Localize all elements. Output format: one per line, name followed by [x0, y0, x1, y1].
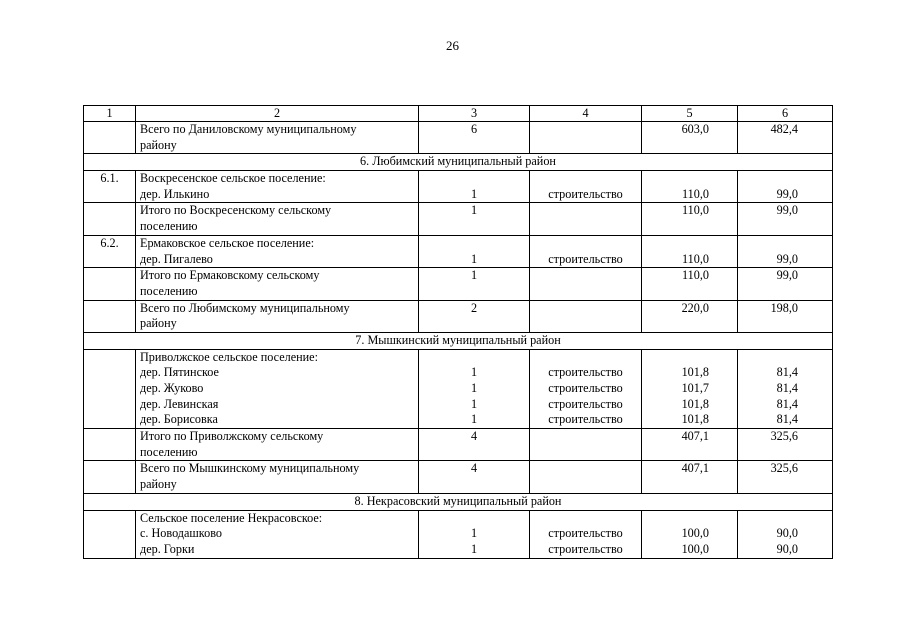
cell-line: [534, 219, 637, 235]
cell-c4: [530, 235, 642, 267]
cell-line: [423, 511, 525, 527]
cell-c6: [738, 122, 833, 154]
cell-line: [534, 171, 637, 187]
cell-c5: [642, 235, 738, 267]
cell-line: Воскресенское сельское поселение:: [140, 171, 326, 186]
table-row: [84, 349, 833, 428]
cell-line: [742, 138, 798, 154]
cell-line: 90,0: [776, 526, 798, 541]
cell-line: району: [140, 477, 177, 492]
cell-line: 220,0: [681, 300, 709, 315]
section-title: 6. Любимский муниципальный район: [84, 154, 833, 171]
cell-line: Итого по Ермаковскому сельскому: [140, 268, 320, 283]
cell-line: [423, 138, 525, 154]
cell-line: 81,4: [776, 365, 798, 380]
cell-line: Приволжское сельское поселение:: [140, 349, 318, 364]
cell-line: району: [140, 316, 177, 331]
cell-c5: [642, 349, 738, 428]
cell-line: [423, 219, 525, 235]
cell-line: [423, 236, 525, 252]
cell-line: 101,7: [681, 381, 709, 396]
cell-line: [534, 429, 637, 445]
cell-line: дер. Пятинское: [140, 365, 219, 380]
cell-line: 1: [470, 186, 478, 201]
cell-line: дер. Борисовка: [140, 412, 218, 427]
cell-line: 4: [470, 429, 478, 444]
cell-line: Всего по Любимскому муниципальному: [140, 300, 350, 315]
cell-c3: [419, 171, 530, 203]
cell-line: дер. Горки: [140, 541, 195, 556]
cell-c1: [84, 300, 136, 332]
cell-line: [423, 171, 525, 187]
cell-line: [423, 316, 525, 332]
cell-line: [423, 477, 525, 493]
column-number-2: 2: [136, 106, 419, 122]
cell-line: 1: [470, 526, 478, 541]
cell-line: 110,0: [682, 268, 709, 283]
table-header-row: [84, 106, 833, 122]
cell-line: [646, 477, 709, 493]
cell-line: 1: [470, 412, 478, 427]
cell-c6: [738, 510, 833, 558]
cell-line: 6: [470, 122, 478, 136]
cell-line: 325,6: [770, 461, 798, 476]
cell-line: [534, 236, 637, 252]
cell-line: поселению: [140, 219, 198, 234]
cell-line: 99,0: [776, 251, 798, 266]
cell-line: [88, 461, 131, 477]
cell-c6: [738, 300, 833, 332]
cell-line: [742, 236, 798, 252]
cell-c2: [136, 349, 419, 428]
cell-line: 101,8: [681, 412, 709, 427]
cell-line: [646, 316, 709, 332]
cell-c5: [642, 171, 738, 203]
cell-line: 4: [470, 461, 478, 476]
cell-c2: [136, 235, 419, 267]
cell-line: [646, 445, 709, 461]
cell-c3: [419, 510, 530, 558]
cell-line: строительство: [548, 365, 623, 380]
cell-line: [742, 219, 798, 235]
cell-c5: [642, 429, 738, 461]
table-row: [84, 171, 833, 203]
cell-c3: [419, 461, 530, 493]
cell-line: Ермаковское сельское поселение:: [140, 235, 315, 250]
cell-line: [742, 316, 798, 332]
cell-c1: [84, 171, 136, 203]
cell-c4: [530, 122, 642, 154]
cell-line: 407,1: [681, 429, 709, 444]
cell-line: поселению: [140, 444, 198, 459]
cell-line: 407,1: [681, 461, 709, 476]
cell-line: 81,4: [776, 381, 798, 396]
cell-line: 325,6: [770, 429, 798, 444]
cell-c5: [642, 300, 738, 332]
cell-c5: [642, 268, 738, 300]
cell-c5: [642, 122, 738, 154]
cell-c1: [84, 268, 136, 300]
cell-c3: [419, 122, 530, 154]
cell-c1: [84, 461, 136, 493]
cell-c5: [642, 461, 738, 493]
cell-c3: [419, 429, 530, 461]
cell-line: [88, 122, 131, 138]
cell-line: [88, 429, 131, 445]
column-number-4: 4: [530, 106, 642, 122]
cell-c2: [136, 461, 419, 493]
cell-line: 1: [470, 251, 478, 266]
cell-c6: [738, 171, 833, 203]
cell-c4: [530, 429, 642, 461]
cell-line: 90,0: [776, 541, 798, 556]
cell-line: [534, 461, 637, 477]
cell-line: [534, 445, 637, 461]
cell-c6: [738, 349, 833, 428]
table-row: [84, 300, 833, 332]
column-number-6: 6: [738, 106, 833, 122]
table-row: [84, 461, 833, 493]
cell-line: 100,0: [681, 541, 709, 556]
cell-c5: [642, 203, 738, 235]
column-number-3: 3: [419, 106, 530, 122]
cell-c1: [84, 429, 136, 461]
table-body: [84, 106, 833, 559]
table-row: [84, 235, 833, 267]
cell-c4: [530, 300, 642, 332]
cell-line: 1: [470, 268, 478, 283]
cell-line: Сельское поселение Некрасовское:: [140, 510, 323, 525]
cell-line: Всего по Мышкинскому муниципальному: [140, 461, 360, 476]
column-number-5: 5: [642, 106, 738, 122]
cell-line: [646, 171, 709, 187]
cell-line: [646, 511, 709, 527]
cell-c6: [738, 429, 833, 461]
cell-c4: [530, 171, 642, 203]
section-row: [84, 332, 833, 349]
table-row: [84, 122, 833, 154]
section-row: [84, 493, 833, 510]
cell-line: [88, 511, 131, 527]
page-number: 26: [446, 38, 459, 53]
cell-c4: [530, 268, 642, 300]
cell-c4: [530, 461, 642, 493]
cell-line: 1: [470, 541, 478, 556]
cell-line: дер. Жуково: [140, 381, 204, 396]
cell-c5: [642, 510, 738, 558]
cell-line: Всего по Даниловскому муниципальному: [140, 122, 357, 136]
cell-line: строительство: [548, 381, 623, 396]
cell-line: [742, 511, 798, 527]
cell-c6: [738, 203, 833, 235]
cell-c1: [84, 203, 136, 235]
cell-line: 1: [470, 396, 478, 411]
cell-c3: [419, 300, 530, 332]
cell-line: 198,0: [770, 300, 798, 315]
cell-line: Итого по Приволжскому сельскому: [140, 429, 324, 444]
cell-line: [646, 236, 709, 252]
cell-c6: [738, 235, 833, 267]
cell-line: 603,0: [681, 122, 709, 136]
cell-line: [742, 350, 798, 366]
cell-line: 99,0: [776, 186, 798, 201]
cell-line: [534, 268, 637, 284]
cell-line: [88, 268, 131, 284]
cell-line: [534, 316, 637, 332]
cell-line: 101,8: [681, 396, 709, 411]
cell-line: [534, 138, 637, 154]
cell-line: дер. Левинская: [140, 396, 219, 411]
cell-line: [534, 511, 637, 527]
cell-line: дер. Пигалево: [140, 251, 213, 266]
table-row: [84, 268, 833, 300]
cell-c2: [136, 268, 419, 300]
cell-c2: [136, 300, 419, 332]
cell-line: [423, 284, 525, 300]
cell-line: [88, 350, 131, 366]
cell-line: строительство: [548, 412, 623, 427]
cell-line: [88, 301, 131, 317]
cell-line: [742, 477, 798, 493]
cell-line: строительство: [548, 186, 623, 201]
cell-c3: [419, 203, 530, 235]
cell-line: [742, 445, 798, 461]
cell-c3: [419, 268, 530, 300]
cell-line: [88, 203, 131, 219]
cell-line: [534, 350, 637, 366]
cell-line: [646, 219, 709, 235]
data-table: [83, 105, 833, 559]
cell-c3: [419, 349, 530, 428]
cell-line: 1: [470, 203, 478, 218]
cell-c4: [530, 349, 642, 428]
cell-line: 81,4: [776, 396, 798, 411]
cell-line: [534, 301, 637, 317]
cell-c2: [136, 122, 419, 154]
cell-line: [423, 350, 525, 366]
cell-line: [742, 171, 798, 187]
cell-line: строительство: [548, 526, 623, 541]
cell-c2: [136, 429, 419, 461]
cell-c1: [84, 349, 136, 428]
cell-line: [646, 284, 709, 300]
cell-line: 101,8: [681, 365, 709, 380]
cell-line: 6.1.: [100, 171, 119, 186]
cell-line: району: [140, 137, 177, 152]
cell-line: [534, 122, 637, 138]
section-row: [84, 154, 833, 171]
cell-line: Итого по Воскресенскому сельскому: [140, 203, 332, 218]
cell-line: строительство: [548, 251, 623, 266]
cell-line: [646, 138, 709, 154]
cell-line: 81,4: [776, 412, 798, 427]
cell-c1: [84, 510, 136, 558]
table-row: [84, 203, 833, 235]
cell-c2: [136, 510, 419, 558]
cell-c2: [136, 171, 419, 203]
cell-line: 110,0: [682, 186, 709, 201]
cell-c4: [530, 510, 642, 558]
cell-line: [423, 445, 525, 461]
cell-line: 2: [470, 300, 478, 315]
cell-line: 482,4: [770, 122, 798, 136]
cell-c3: [419, 235, 530, 267]
cell-c1: [84, 235, 136, 267]
cell-line: строительство: [548, 396, 623, 411]
cell-line: 99,0: [776, 203, 798, 218]
cell-line: строительство: [548, 541, 623, 556]
section-title: 8. Некрасовский муниципальный район: [84, 493, 833, 510]
cell-line: с. Новодашково: [140, 526, 222, 541]
cell-line: 1: [470, 365, 478, 380]
cell-line: [534, 284, 637, 300]
cell-c2: [136, 203, 419, 235]
cell-c4: [530, 203, 642, 235]
cell-line: 110,0: [682, 251, 709, 266]
cell-line: 100,0: [681, 526, 709, 541]
cell-line: 6.2.: [100, 235, 119, 250]
cell-line: 110,0: [682, 203, 709, 218]
cell-line: [534, 203, 637, 219]
cell-line: дер. Илькино: [140, 186, 210, 201]
section-title: 7. Мышкинский муниципальный район: [84, 332, 833, 349]
column-number-1: 1: [84, 106, 136, 122]
cell-c6: [738, 461, 833, 493]
cell-line: [742, 284, 798, 300]
cell-line: поселению: [140, 283, 198, 298]
cell-c6: [738, 268, 833, 300]
table-row: [84, 510, 833, 558]
cell-line: 99,0: [776, 268, 798, 283]
cell-line: [534, 477, 637, 493]
cell-c1: [84, 122, 136, 154]
cell-line: 1: [470, 381, 478, 396]
cell-line: [646, 350, 709, 366]
table-row: [84, 429, 833, 461]
